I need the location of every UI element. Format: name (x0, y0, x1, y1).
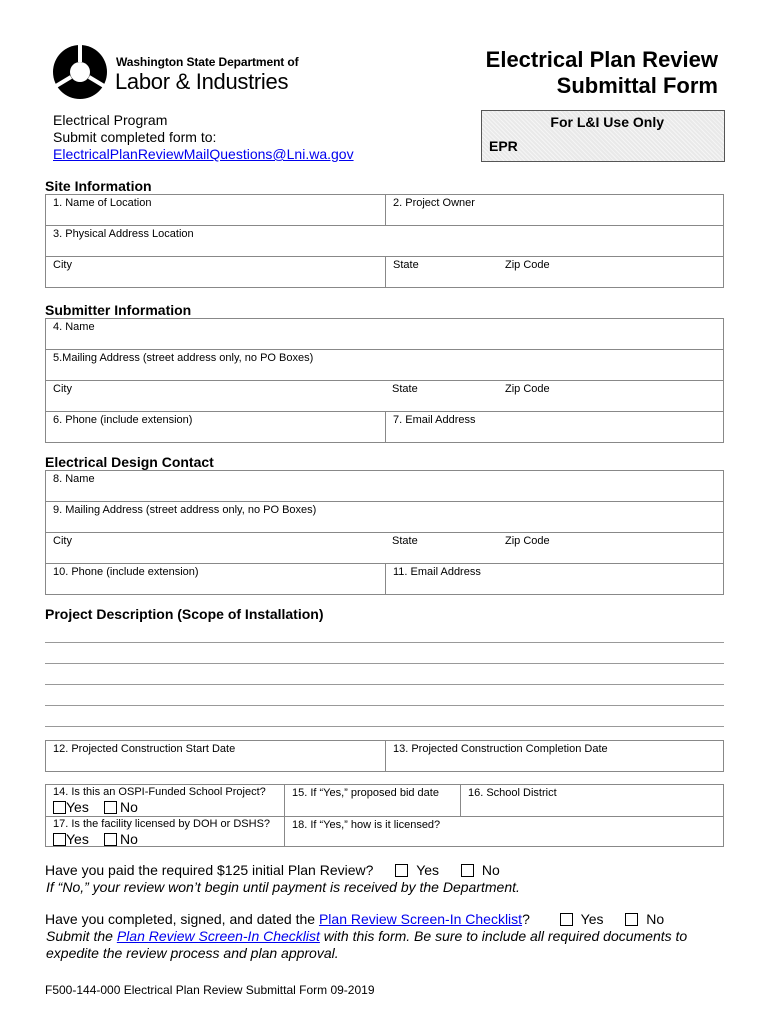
site-city-field[interactable]: City (53, 259, 72, 271)
facility-license-question: 17. Is the facility licensed by DOH or DSHS? Yes No (53, 818, 271, 847)
checklist-yes-checkbox[interactable] (560, 913, 573, 926)
lni-logo-icon (52, 44, 108, 100)
description-line[interactable] (45, 726, 724, 727)
design-city-field[interactable]: City (53, 535, 72, 547)
bid-date-field[interactable]: 15. If “Yes,” proposed bid date (284, 785, 460, 816)
site-info-table (45, 194, 724, 288)
design-mailing-address-field[interactable]: 9. Mailing Address (street address only, no PO Boxes) (53, 504, 317, 516)
design-contact-heading: Electrical Design Contact (45, 454, 214, 470)
form-title: Electrical Plan Review Submittal Form (485, 47, 718, 98)
design-zip-field[interactable]: Zip Code (505, 535, 550, 547)
checklist-question: Have you completed, signed, and dated the Plan Review Screen-In Checklist? Yes No (45, 911, 665, 927)
submitter-phone-field[interactable]: 6. Phone (include extension) (53, 414, 193, 426)
site-zip-field[interactable]: Zip Code (505, 259, 550, 271)
submitter-mailing-address-field[interactable]: 5.Mailing Address (street address only, no PO Boxes) (53, 352, 314, 364)
office-use-heading: For L&I Use Only (550, 114, 664, 130)
payment-no-checkbox[interactable] (461, 864, 474, 877)
submit-email-link[interactable]: ElectricalPlanReviewMailQuestions@Lni.wa.gov (53, 146, 354, 162)
submitter-info-heading: Submitter Information (45, 302, 192, 318)
program-info: Electrical Program Submit completed form to: ElectricalPlanReviewMailQuestions@Lni.wa.gov (53, 112, 354, 162)
location-name-field[interactable]: 1. Name of Location (53, 197, 152, 209)
facility-no-checkbox[interactable] (104, 833, 117, 846)
design-state-field[interactable]: State (392, 535, 418, 547)
checklist-note: Submit the Plan Review Screen-In Checklist with this form. Be sure to include all required documents to (46, 928, 688, 944)
payment-yes-checkbox[interactable] (395, 864, 408, 877)
form-footer: F500-144-000 Electrical Plan Review Submittal Form 09-2019 (45, 983, 375, 997)
description-line[interactable] (45, 642, 724, 643)
ospi-yes-checkbox[interactable] (53, 801, 66, 814)
screen-in-checklist-note-link[interactable]: Plan Review Screen-In Checklist (116, 928, 320, 944)
description-line[interactable] (45, 705, 724, 706)
ospi-question: 14. Is this an OSPI-Funded School Project? Yes No (53, 786, 266, 815)
submitter-zip-field[interactable]: Zip Code (505, 383, 550, 395)
construction-dates-table (45, 740, 724, 772)
epr-label: EPR (489, 138, 518, 154)
facility-yes-checkbox[interactable] (53, 833, 66, 846)
construction-completion-date-field[interactable]: 13. Projected Construction Completion Date (385, 741, 723, 771)
ospi-no-checkbox[interactable] (104, 801, 117, 814)
site-info-heading: Site Information (45, 178, 152, 194)
design-name-field[interactable]: 8. Name (53, 473, 95, 485)
design-email-field[interactable]: 11. Email Address (385, 564, 723, 594)
description-line[interactable] (45, 684, 724, 685)
submitter-info-table (45, 318, 724, 443)
site-state-field[interactable]: State (385, 257, 498, 287)
submitter-state-field[interactable]: State (392, 383, 418, 395)
design-contact-table (45, 470, 724, 595)
checklist-no-checkbox[interactable] (625, 913, 638, 926)
physical-address-field[interactable]: 3. Physical Address Location (53, 228, 194, 240)
project-description-heading: Project Description (Scope of Installation) (45, 606, 324, 622)
school-facility-table (45, 784, 724, 847)
submitter-city-field[interactable]: City (53, 383, 72, 395)
department-main-name: Labor & Industries (115, 69, 289, 94)
school-district-field[interactable]: 16. School District (460, 785, 723, 816)
construction-start-date-field[interactable]: 12. Projected Construction Start Date (53, 743, 236, 755)
design-phone-field[interactable]: 10. Phone (include extension) (53, 566, 199, 578)
submitter-email-field[interactable]: 7. Email Address (385, 412, 723, 442)
department-name: Washington State Department of (116, 55, 299, 69)
submitter-name-field[interactable]: 4. Name (53, 321, 95, 333)
checklist-note-line2: expedite the review process and plan approval. (46, 945, 339, 961)
license-type-field[interactable]: 18. If “Yes,” how is it licensed? (284, 817, 723, 847)
description-line[interactable] (45, 663, 724, 664)
project-owner-field[interactable]: 2. Project Owner (385, 195, 723, 225)
screen-in-checklist-link[interactable]: Plan Review Screen-In Checklist (318, 911, 523, 927)
payment-note: If “No,” your review won’t begin until payment is received by the Department. (46, 879, 520, 895)
office-use-box (481, 110, 725, 162)
payment-question: Have you paid the required $125 initial Plan Review? Yes No (45, 862, 500, 878)
